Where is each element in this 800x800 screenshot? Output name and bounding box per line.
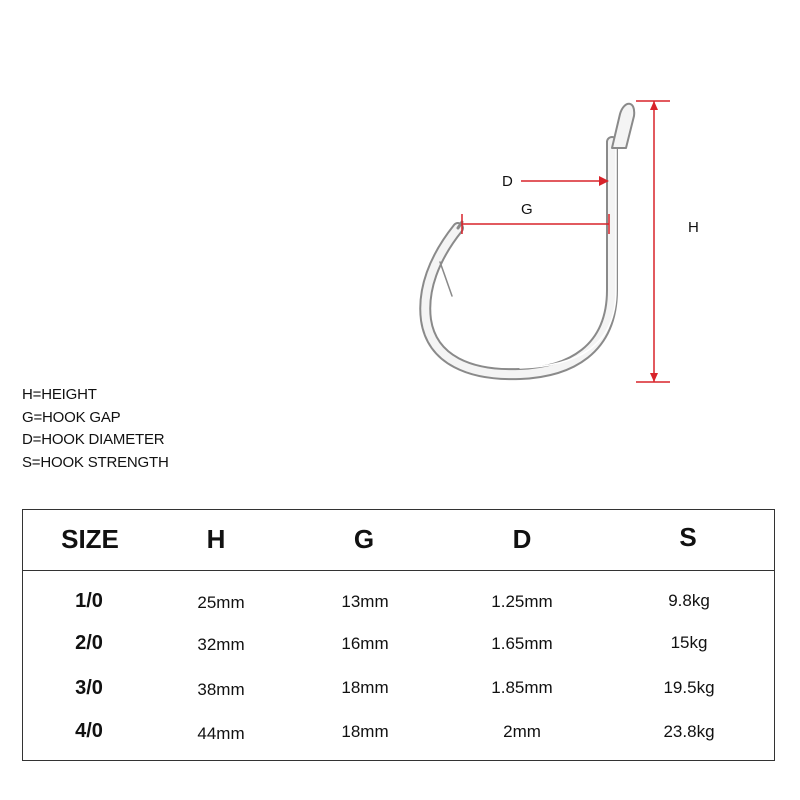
- gap-cell: 13mm: [341, 592, 389, 611]
- gap-cell: 18mm: [341, 678, 389, 697]
- gap-dimension-line: [462, 214, 609, 234]
- strength-cell: 23.8kg: [663, 722, 715, 741]
- diameter-cell: 1.25mm: [491, 592, 553, 611]
- size-cell: 1/0: [75, 590, 103, 612]
- legend-item-height: H=HEIGHT: [22, 386, 97, 403]
- column-header-s: S: [679, 522, 697, 552]
- diameter-cell: 1.65mm: [491, 634, 553, 653]
- height-cell: 44mm: [197, 724, 245, 743]
- gap-label: G: [521, 201, 533, 218]
- size-cell: 4/0: [75, 720, 103, 742]
- column-header-size: SIZE: [61, 524, 119, 554]
- column-header-d: D: [512, 524, 532, 554]
- strength-cell: 9.8kg: [668, 591, 710, 610]
- column-header-g: G: [353, 524, 375, 554]
- table-header-row: [23, 510, 774, 571]
- size-cell: 3/0: [75, 677, 103, 699]
- height-cell: 32mm: [197, 635, 245, 654]
- legend-item-gap: G=HOOK GAP: [22, 408, 121, 426]
- strength-cell: 19.5kg: [663, 678, 715, 697]
- legend-item-strength: S=HOOK STRENGTH: [22, 453, 169, 471]
- column-header-h: H: [206, 524, 226, 554]
- fishing-hook-icon: [425, 104, 634, 374]
- height-label: H: [688, 219, 699, 236]
- diameter-cell: 2mm: [503, 722, 541, 741]
- height-cell: 25mm: [197, 593, 245, 612]
- abbreviation-legend: [22, 384, 169, 474]
- size-cell: 2/0: [75, 632, 103, 654]
- diameter-cell: 1.85mm: [491, 678, 553, 697]
- diameter-label: D: [502, 173, 513, 190]
- gap-cell: 18mm: [341, 722, 389, 741]
- hook-spec-table: [22, 509, 775, 761]
- height-cell: 38mm: [197, 680, 245, 699]
- diameter-arrow: [521, 176, 609, 186]
- strength-cell: 15kg: [670, 633, 708, 652]
- gap-cell: 16mm: [341, 634, 389, 653]
- height-dimension-line: [636, 101, 670, 382]
- legend-item-diameter: D=HOOK DIAMETER: [22, 431, 165, 448]
